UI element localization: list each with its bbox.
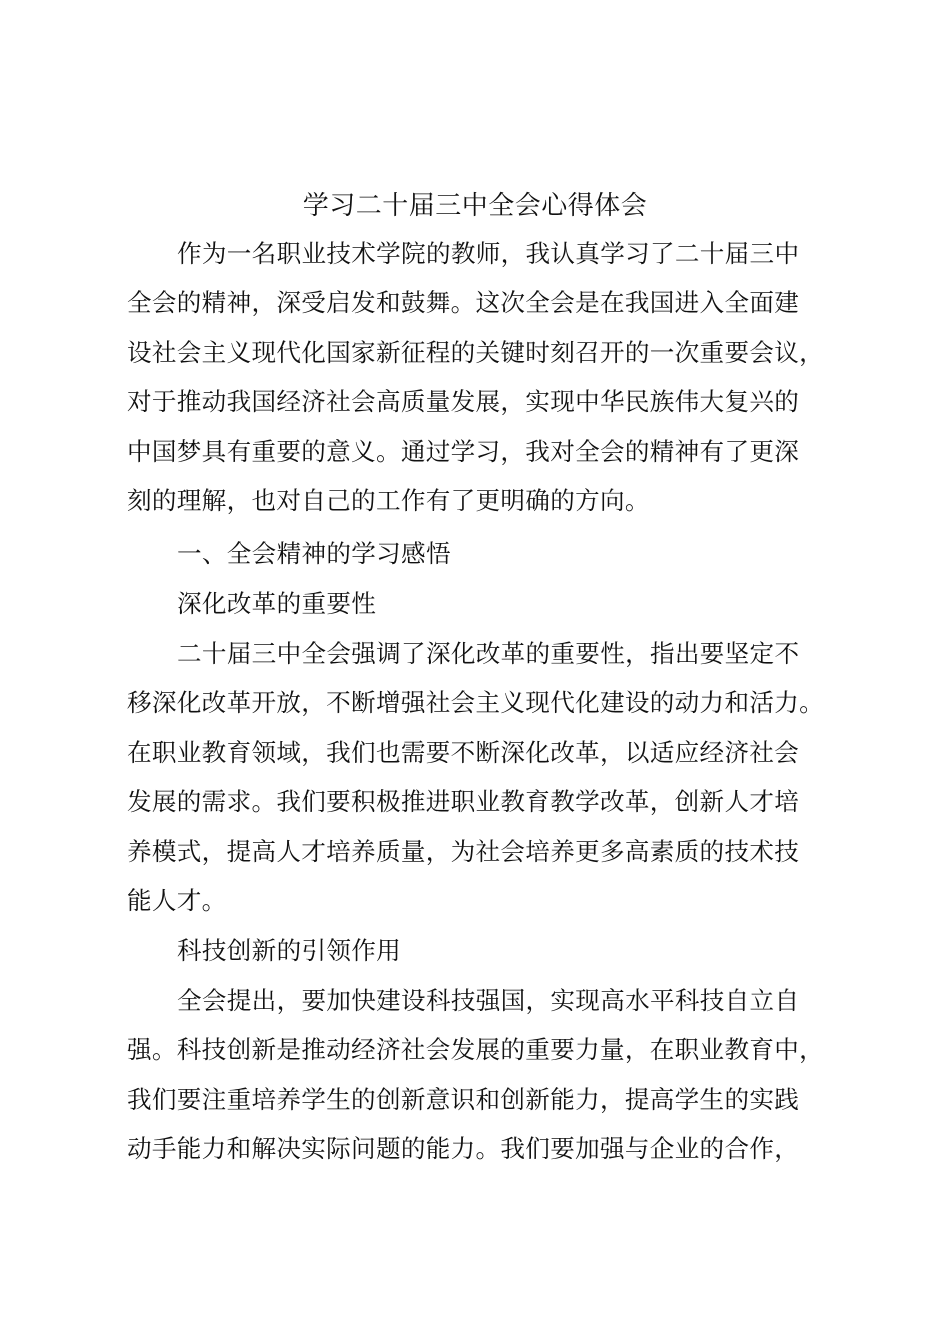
- subsection-heading: 科技创新的引领作用: [177, 936, 402, 965]
- paragraph-line: 中国梦具有重要的意义。通过学习，我对全会的精神有了更深: [127, 437, 800, 466]
- paragraph-line: 二十届三中全会强调了深化改革的重要性，指出要坚定不: [177, 639, 800, 668]
- paragraph-line: 移深化改革开放，不断增强社会主义现代化建设的动力和活力。: [127, 688, 825, 717]
- subsection-heading: 深化改革的重要性: [177, 589, 377, 618]
- document-title: 学习二十届三中全会心得体会: [302, 191, 648, 221]
- paragraph-line: 对于推动我国经济社会高质量发展，实现中华民族伟大复兴的: [127, 387, 800, 416]
- paragraph-line: 动手能力和解决实际问题的能力。我们要加强与企业的合作，: [127, 1134, 800, 1163]
- paragraph-line: 刻的理解，也对自己的工作有了更明确的方向。: [127, 486, 650, 515]
- paragraph-line: 在职业教育领域，我们也需要不断深化改革，以适应经济社会: [127, 738, 800, 767]
- paragraph-line: 我们要注重培养学生的创新意识和创新能力，提高学生的实践: [127, 1085, 800, 1114]
- paragraph-line: 作为一名职业技术学院的教师，我认真学习了二十届三中: [177, 239, 800, 268]
- paragraph-line: 能人才。: [127, 886, 227, 915]
- paragraph-line: 全会的精神，深受启发和鼓舞。这次全会是在我国进入全面建: [127, 288, 800, 317]
- paragraph-line: 发展的需求。我们要积极推进职业教育教学改革，创新人才培: [127, 787, 800, 816]
- paragraph-line: 设社会主义现代化国家新征程的关键时刻召开的一次重要会议，: [127, 338, 825, 367]
- paragraph-line: 强。科技创新是推动经济社会发展的重要力量，在职业教育中，: [127, 1035, 825, 1064]
- section-heading: 一、全会精神的学习感悟: [177, 539, 451, 568]
- paragraph-line: 养模式，提高人才培养质量，为社会培养更多高素质的技术技: [127, 837, 800, 866]
- paragraph-line: 全会提出，要加快建设科技强国，实现高水平科技自立自: [177, 986, 800, 1015]
